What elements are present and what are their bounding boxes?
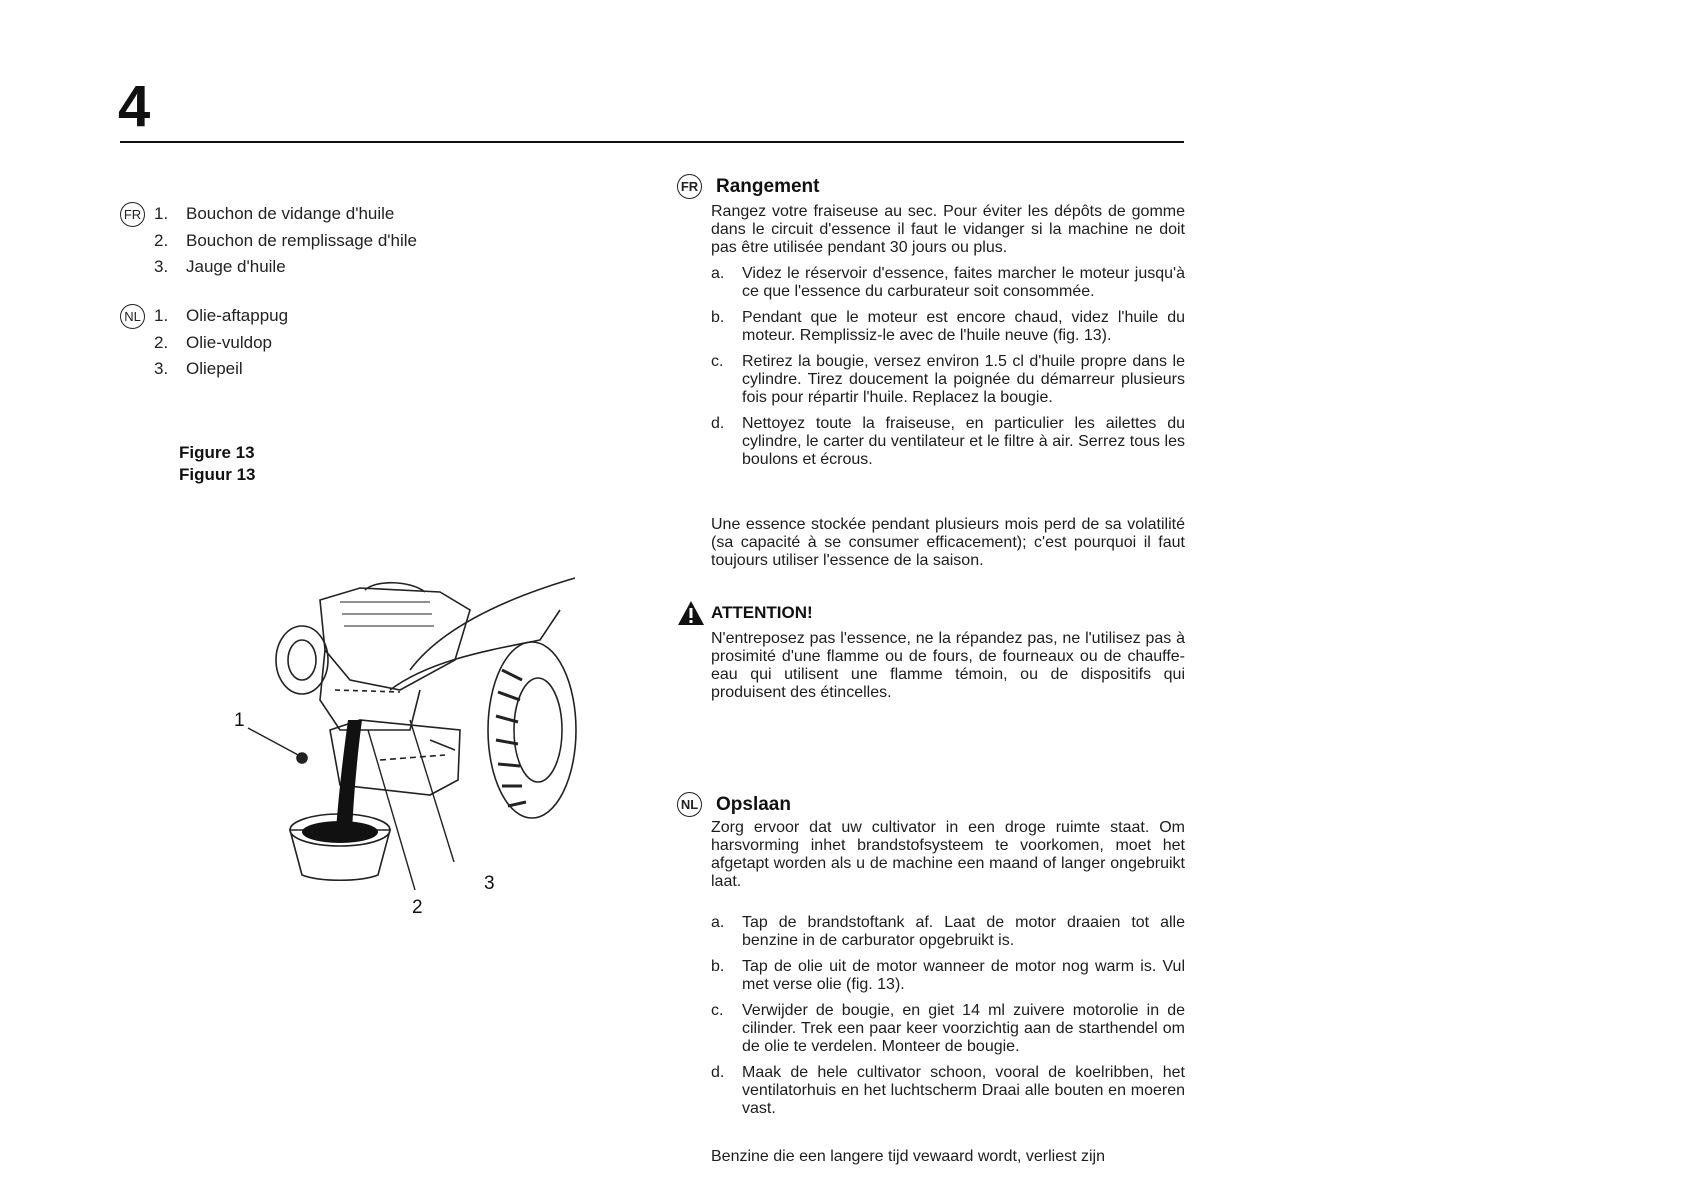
legend-fr: [120, 201, 417, 281]
legend-label: Olie-aftappug: [186, 306, 289, 326]
step-letter: a.: [711, 914, 725, 931]
nl-section-title: Opslaan: [716, 793, 791, 815]
nl-step: [711, 1002, 1185, 1056]
legend-label: Oliepeil: [186, 359, 243, 379]
legend-nl-item: [120, 356, 288, 383]
step-letter: b.: [711, 958, 725, 975]
legend-fr-item: [120, 228, 417, 255]
step-text: Tap de brandstoftank af. Laat de motor draaien tot alle benzine in de carburator opgebruikt is.: [742, 914, 1185, 949]
nl-language-badge: NL: [677, 792, 702, 817]
page-number: 4: [118, 74, 151, 139]
figure-caption-nl: Figuur 13: [179, 465, 256, 484]
legend-fr-item: [120, 254, 417, 281]
nl-language-badge: NL: [120, 304, 145, 329]
step-text: Nettoyez toute la fraiseuse, en particulier les ailettes du cylindre, le carter du ventilateur et le filtre à air. Serrez tous les boulons et écrous.: [742, 415, 1185, 468]
nl-intro-text: Zorg ervoor dat uw cultivator in een droge ruimte staat. Om harsvorming inhet brandstofsysteem te voorkomen, moet het afgetapt worden als u de machine een maand of langer ongebruikt laat.: [711, 819, 1185, 890]
nl-step: [711, 914, 1185, 950]
legend-fr-item: [120, 201, 417, 228]
fr-steps: [711, 265, 1185, 477]
nl-step: [711, 958, 1185, 994]
callout-1: 1: [234, 710, 245, 731]
nl-intro: [711, 819, 1185, 891]
step-letter: d.: [711, 415, 725, 432]
legend-number: 1.: [154, 306, 169, 326]
nl-note-text: Benzine die een langere tijd vewaard wordt, verliest zijn: [711, 1148, 1105, 1165]
fr-step: [711, 415, 1185, 469]
fr-note-text: Une essence stockée pendant plusieurs mois perd de sa volatilité (sa capacité à se consumer efficacement); c'est pourquoi il faut toujours utiliser l'essence de la saison.: [711, 516, 1185, 569]
legend-number: 3.: [154, 257, 169, 277]
legend-number: 2.: [154, 230, 169, 250]
step-letter: b.: [711, 309, 725, 326]
fr-step: [711, 353, 1185, 407]
warning-title: ATTENTION!: [711, 603, 813, 622]
legend-number: 1.: [154, 204, 169, 224]
legend-number: 2.: [154, 332, 169, 352]
step-letter: c.: [711, 353, 724, 370]
fr-note: [711, 516, 1185, 570]
step-text: Tap de olie uit de motor wanneer de motor nog warm is. Vul met verse olie (fig. 13).: [742, 958, 1185, 993]
legend-number: 3.: [154, 359, 169, 379]
step-text: Videz le réservoir d'essence, faites marcher le moteur jusqu'à ce que l'essence du carburateur soit consommée.: [742, 265, 1185, 300]
fr-step: [711, 265, 1185, 301]
fr-step: [711, 309, 1185, 345]
fr-intro-text: Rangez votre fraiseuse au sec. Pour éviter les dépôts de gomme dans le circuit d'essence il faut le vidanger si la machine ne doit pas être utilisée pendant 30 jours ou plus.: [711, 203, 1185, 256]
nl-section-heading: [677, 792, 791, 817]
legend-nl-item: [120, 303, 288, 330]
figure-caption: [179, 442, 256, 486]
nl-steps: [711, 914, 1185, 1126]
fr-language-badge: FR: [677, 174, 702, 199]
legend-label: Olie-vuldop: [186, 332, 272, 352]
step-text: Maak de hele cultivator schoon, vooral de koelribben, het ventilatorhuis en het luchtscherm Draai alle bouten en moeren vast.: [742, 1064, 1185, 1117]
callout-3: 3: [484, 873, 495, 894]
nl-note: [711, 1148, 1185, 1166]
step-text: Retirez la bougie, versez environ 1.5 cl d'huile propre dans le cylindre. Tirez doucement la poignée du démarreur plusieurs fois pour répartir l'huile. Replacez la bougie.: [742, 353, 1185, 406]
header-rule: [120, 141, 1184, 143]
figure-caption-fr: Figure 13: [179, 443, 255, 462]
legend-label: Bouchon de remplissage d'hile: [186, 230, 418, 250]
legend-nl: [120, 303, 288, 383]
step-text: Pendant que le moteur est encore chaud, videz l'huile du moteur. Remplissiz-le avec de l'huile neuve (fig. 13).: [742, 309, 1185, 344]
fr-section-heading: [677, 174, 819, 199]
warning-heading: [677, 600, 813, 626]
legend-label: Bouchon de vidange d'huile: [186, 204, 395, 224]
fr-intro: [711, 203, 1185, 257]
step-letter: c.: [711, 1002, 724, 1019]
warning-icon: [677, 600, 705, 626]
fr-section-title: Rangement: [716, 175, 820, 197]
step-text: Verwijder de bougie, en giet 14 ml zuivere motorolie in de cilinder. Trek een paar keer voorzichtig aan de starthendel om de olie te verdelen. Monteer de bougie.: [742, 1002, 1185, 1055]
callout-2: 2: [412, 897, 423, 918]
step-letter: d.: [711, 1064, 725, 1081]
step-letter: a.: [711, 265, 725, 282]
legend-nl-item: [120, 330, 288, 357]
nl-step: [711, 1064, 1185, 1118]
cultivator-oil-drain-illustration: [234, 580, 600, 918]
warning-text: N'entreposez pas l'essence, ne la répandez pas, ne l'utilisez pas à prosimité d'une flamme ou de fours, de fourneaux ou de chauffe-eau qui utilisent une flamme témoin, ou de dispositifs qui produisent des étincelles.: [711, 630, 1185, 701]
legend-label: Jauge d'huile: [186, 257, 286, 277]
fr-language-badge: FR: [120, 202, 145, 227]
